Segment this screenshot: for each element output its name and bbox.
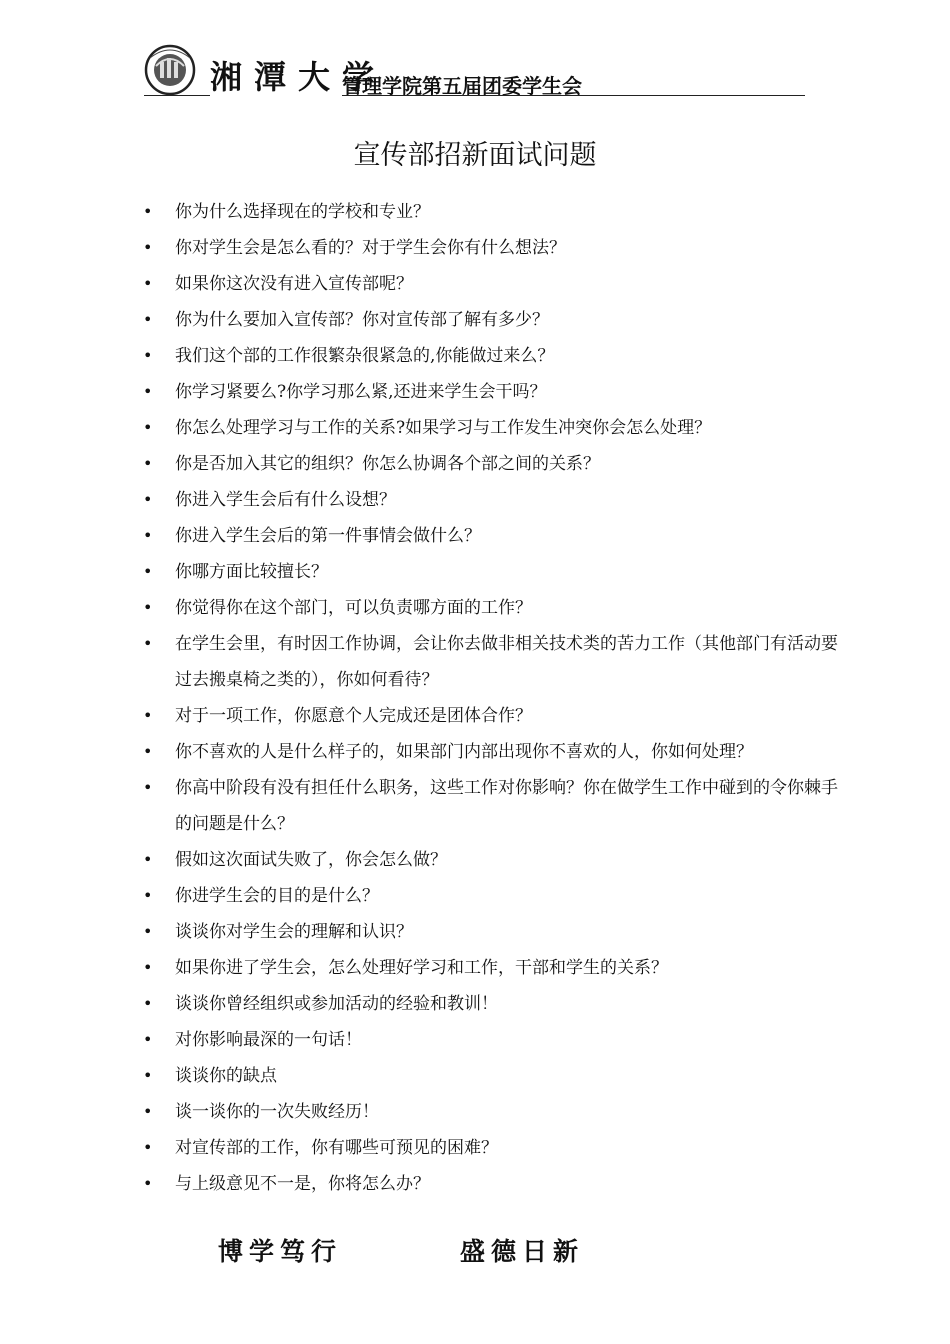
question-text: 在学生会里，有时因工作协调，会让你去做非相关技术类的苦力工作（其他部门有活动要过去搬桌椅之类的），你如何看待？ [175,634,838,690]
list-item [140,914,840,950]
question-text: 你学习紧要么?你学习那么紧,还进来学生会干吗？ [175,382,547,402]
question-text: 你是否加入其它的组织？你怎么协调各个部之间的关系？ [175,454,600,474]
question-text: 对你影响最深的一句话！ [175,1030,362,1050]
list-item [140,266,840,302]
list-item [140,230,840,266]
list-item [140,410,840,446]
page-title: 宣传部招新面试问题 [353,140,597,171]
list-item [140,842,840,878]
list-item [140,554,840,590]
question-text: 你进学生会的目的是什么？ [175,886,379,906]
question-text: 假如这次面试失败了，你会怎么做？ [175,850,447,870]
list-item [140,698,840,734]
organization-name: 管理学院第五届团委学生会 [342,74,582,98]
question-text: 我们这个部的工作很繁杂很紧急的,你能做过来么？ [175,346,555,366]
list-item [140,770,840,842]
list-item [140,338,840,374]
motto-right: 盛德日新 [460,1237,585,1266]
question-text: 与上级意见不一是，你将怎么办？ [175,1174,430,1194]
question-text: 你高中阶段有没有担任什么职务，这些工作对你影响？你在做学生工作中碰到的令你棘手的问题是什么？ [175,778,838,834]
list-item [140,194,840,230]
list-item [140,1130,840,1166]
question-text: 谈谈你对学生会的理解和认识？ [175,922,413,942]
page-header [140,40,805,98]
header-rule [144,95,210,96]
list-item [140,878,840,914]
list-item [140,590,840,626]
list-item [140,626,840,698]
question-text: 谈一谈你的一次失败经历！ [175,1102,379,1122]
question-text: 谈谈你曾经组织或参加活动的经验和教训！ [175,994,498,1014]
header-rule [342,95,805,96]
list-item [140,734,840,770]
question-text: 如果你这次没有进入宣传部呢？ [175,274,413,294]
university-calligraphy: 湘潭大学 [210,58,387,96]
question-text: 你对学生会是怎么看的？对于学生会你有什么想法？ [175,238,566,258]
question-text: 对于一项工作，你愿意个人完成还是团体合作？ [175,706,532,726]
list-item [140,1022,840,1058]
list-item [140,1058,840,1094]
question-text: 你为什么选择现在的学校和专业？ [175,202,430,222]
question-text: 你进入学生会后的第一件事情会做什么？ [175,526,481,546]
question-text: 你哪方面比较擅长？ [175,562,328,582]
motto-left: 博学笃行 [218,1237,343,1266]
list-item [140,518,840,554]
question-list [140,194,840,1202]
university-logo [140,44,204,96]
question-text: 你为什么要加入宣传部？你对宣传部了解有多少？ [175,310,549,330]
question-text: 你不喜欢的人是什么样子的，如果部门内部出现你不喜欢的人，你如何处理？ [175,742,753,762]
question-text: 对宣传部的工作，你有哪些可预见的困难？ [175,1138,498,1158]
list-item [140,302,840,338]
list-item [140,374,840,410]
question-text: 如果你进了学生会，怎么处理好学习和工作，干部和学生的关系？ [175,958,668,978]
list-item [140,1166,840,1202]
list-item [140,986,840,1022]
list-item [140,950,840,986]
list-item [140,482,840,518]
question-text: 你觉得你在这个部门，可以负责哪方面的工作？ [175,598,532,618]
list-item [140,1094,840,1130]
list-item [140,446,840,482]
question-text: 你怎么处理学习与工作的关系?如果学习与工作发生冲突你会怎么处理？ [175,418,712,438]
question-text: 你进入学生会后有什么设想？ [175,490,396,510]
question-text: 谈谈你的缺点 [175,1066,277,1086]
